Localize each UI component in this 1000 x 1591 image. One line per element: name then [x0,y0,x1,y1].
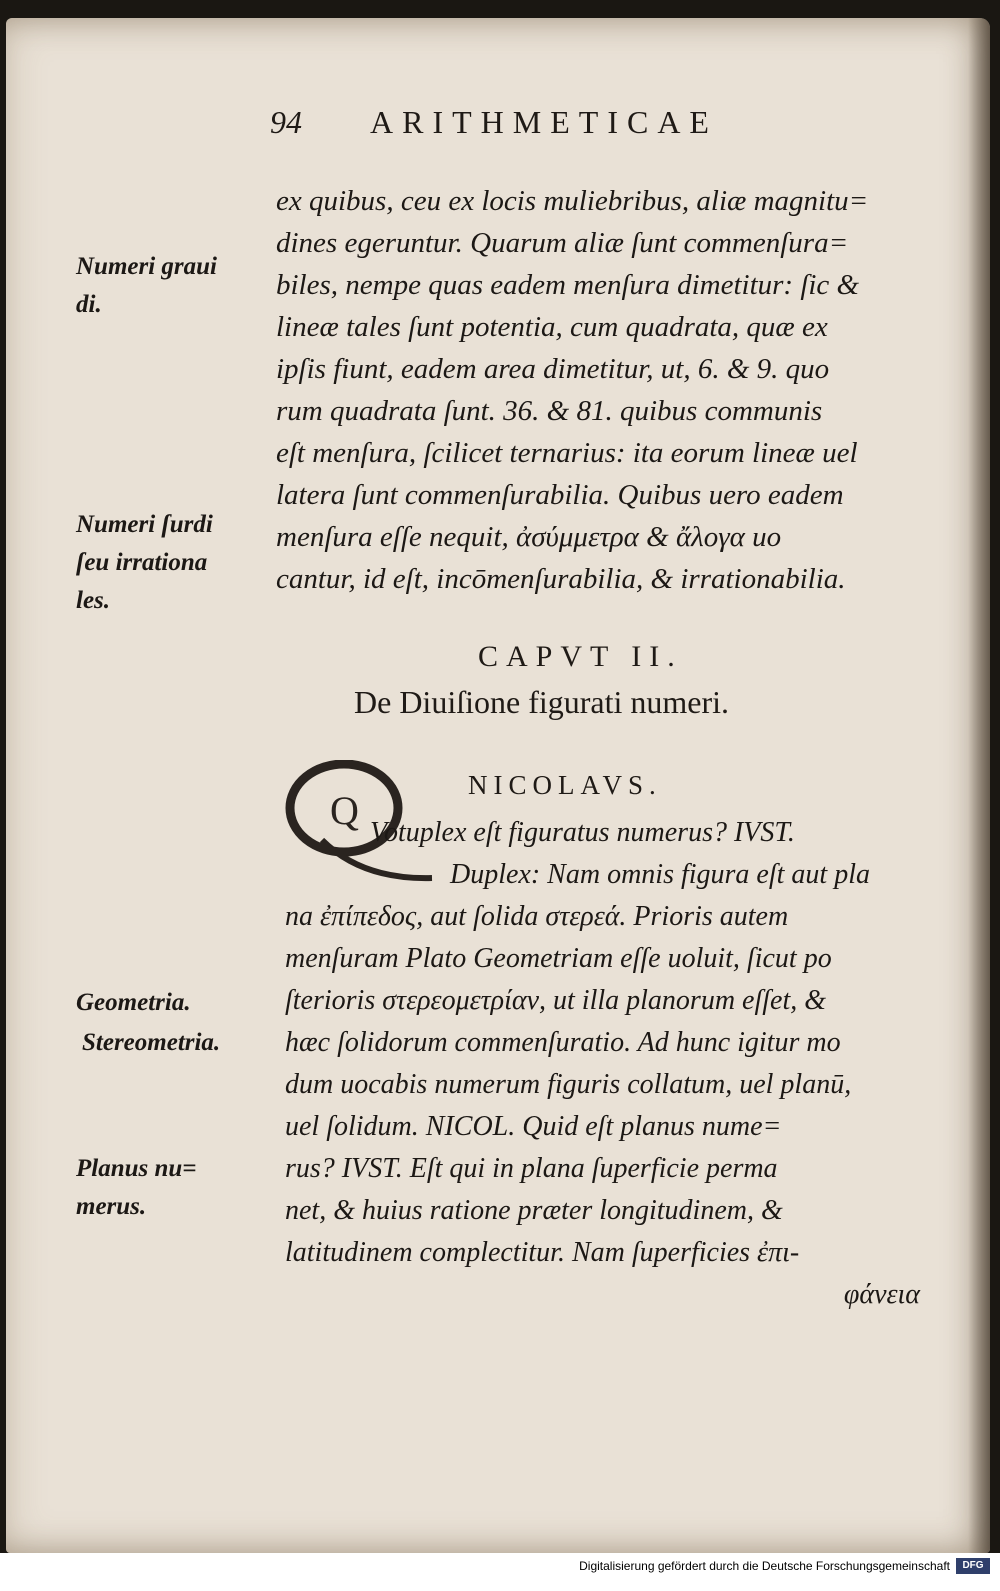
text-line: Votuplex eſt figuratus numerus? IVST. [370,817,795,848]
margin-note-numeri-grauidi [76,248,217,324]
text-line: menſura eſſe nequit, ἀσύμμετρα & ἄλογα uo [276,521,782,553]
text-line: latitudinem complectitur. Nam ſuperficies ἐπι- [285,1237,800,1268]
text-line: uel ſolidum. NICOL. Quid eſt planus nume= [285,1111,782,1142]
text-line: dum uocabis numerum figuris collatum, uel planū, [285,1069,852,1100]
text-line: ipſis fiunt, eadem area dimetitur, ut, 6. & 9. quo [276,353,830,385]
text-line: φάνεια [843,1279,920,1310]
text-line: menſuram Plato Geometriam eſſe uoluit, ſicut po [285,943,832,974]
margin-note-line: ſeu irrationa [76,549,208,576]
text-line: eſt menſura, ſcilicet ternarius: ita eorum lineæ uel [276,437,858,469]
page-number: 94 [270,104,302,140]
text-line: Duplex: Nam omnis figura eſt aut pla [450,859,870,890]
text-line: na ἐπίπεδος, aut ſolida στερεά. Prioris autem [285,901,789,932]
margin-note-stereometria: Stereometria. [82,1029,221,1056]
margin-note-line: di. [76,291,102,318]
dfg-logo: DFG [956,1558,990,1574]
section-text-block [285,812,925,1316]
margin-note-line: les. [76,587,111,614]
margin-note-line: Numeri graui [76,253,218,280]
text-line: dines egeruntur. Quarum aliæ ſunt commenſura= [276,227,849,259]
initial-letter: Q [330,788,359,833]
text-line: rum quadrata ſunt. 36. & 81. quibus communis [276,395,823,427]
chapter-subheading: De Diuiſione figurati numeri. [354,684,730,720]
text-line: biles, nempe quas eadem menſura dimetitur: ſic & [276,269,860,301]
speaker-heading: NICOLAVS. [468,770,662,800]
margin-note-line: Numeri ſurdi [76,511,213,538]
text-line: rus? IVST. Eſt qui in plana ſuperficie perma [285,1153,778,1184]
margin-note-numeri-surdi [76,506,213,620]
margin-note-planus-numerus [76,1150,197,1226]
gutter-shadow [968,18,990,1553]
margin-note-line: merus. [76,1193,147,1220]
text-line: ſterioris στερεομετρίαν, ut illa planorum eſſet, & [285,985,827,1016]
margin-note-line: Planus nu= [76,1155,197,1182]
text-line: lineæ tales ſunt potentia, cum quadrata, quæ ex [276,311,828,343]
chapter-heading: CAPVT II. [478,640,683,673]
text-line: hæc ſolidorum commenſuratio. Ad hunc igitur mo [285,1027,841,1058]
margin-note-geometria: Geometria. [76,989,191,1016]
text-line: ex quibus, ceu ex locis muliebribus, aliæ magnitu= [276,185,869,217]
text-line: net, & huius ratione præter longitudinem, & [285,1195,783,1226]
text-line: cantur, id eſt, incōmenſurabilia, & irrationabilia. [276,563,846,595]
footer-bar [0,1553,1000,1591]
body-text-block [276,180,926,600]
footer-credit: Digitalisierung gefördert durch die Deutsche Forschungsgemeinschaft [579,1559,950,1573]
running-head [270,104,810,148]
running-title: ARITHMETICAE [370,104,718,140]
text-line: latera ſunt commenſurabilia. Quibus uero eadem [276,479,844,511]
